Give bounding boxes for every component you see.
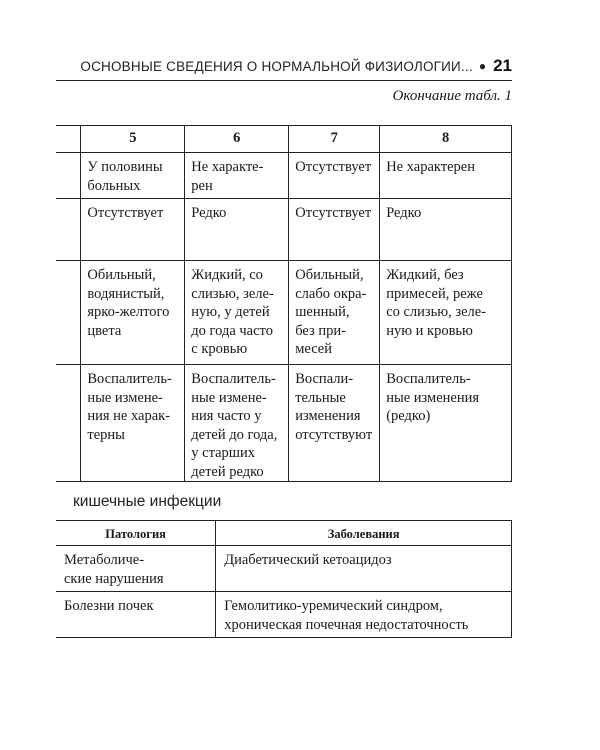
cell-line: месей (295, 341, 332, 357)
table-cell (56, 592, 216, 638)
cell-line: Гемолитико-уремический синдром, (224, 598, 443, 614)
cell-line: больных (87, 177, 141, 194)
cell-line: рен (191, 177, 213, 194)
cell-line: тельные (295, 389, 346, 406)
cell-line: детей до года, (191, 426, 278, 443)
cell-line: ния не харак- (87, 408, 171, 424)
cell-line: ные изменения (386, 389, 480, 406)
table-cell (380, 153, 512, 199)
row-stub (56, 153, 81, 199)
cell-line: ские нарушения (64, 570, 164, 587)
cell-line: со слизью, зеле- (386, 304, 487, 320)
cell-line: Редко (386, 205, 422, 221)
table-cell (380, 365, 512, 482)
running-header (56, 52, 512, 81)
column-header-diseases: Заболевания (216, 521, 512, 546)
cell-line: Диабетический кетоацидоз (224, 552, 392, 568)
cell-line: до года часто (191, 322, 273, 339)
cell-line: ные измене- (191, 389, 267, 406)
table-cell (289, 365, 380, 482)
cell-line: отсутствуют (295, 426, 373, 443)
cell-line: Отсутствует (295, 205, 372, 221)
cell-line: у старших (191, 445, 255, 461)
cell-line: водянистый, (87, 285, 165, 302)
cell-line: слабо окра- (295, 285, 367, 302)
table-cell (81, 365, 185, 482)
cell-line: ные измене- (87, 389, 163, 406)
table-cell (81, 153, 185, 199)
table-cell (289, 199, 380, 261)
cell-line: Воспали- (295, 371, 354, 387)
cell-line: Редко (191, 205, 227, 221)
column-header-pathology: Патология (56, 521, 216, 546)
bullet-icon: ● (478, 58, 487, 73)
column-header: 8 (380, 126, 512, 153)
table-cell (216, 546, 512, 592)
table-cell (380, 261, 512, 365)
cell-line: Воспалитель- (87, 371, 172, 387)
running-header-title: ОСНОВНЫЕ СВЕДЕНИЯ О НОРМАЛЬНОЙ ФИЗИОЛОГИИ... (80, 58, 473, 74)
cell-line: детей редко (191, 463, 264, 480)
table-cell (380, 199, 512, 261)
cell-line: ную и кровью (386, 322, 473, 339)
table-cell (81, 261, 185, 365)
cell-line: Отсутствует (87, 205, 164, 221)
cell-line: Жидкий, со (191, 267, 263, 283)
cell-line: без при- (295, 322, 346, 339)
row-stub (56, 126, 81, 153)
column-header: 7 (289, 126, 380, 153)
cell-line: слизью, зеле- (191, 285, 274, 302)
continuation-table (56, 125, 512, 482)
table-row (56, 261, 512, 365)
cell-line: с кровью (191, 341, 248, 357)
table-row (56, 592, 512, 638)
page-number: 21 (493, 56, 512, 75)
table-caption: Окончание табл. 1 (392, 88, 512, 104)
table-cell (81, 199, 185, 261)
cell-line: шенный, (295, 304, 350, 320)
cell-line: Воспалитель- (191, 371, 276, 387)
column-header: 5 (81, 126, 185, 153)
cell-line: хроническая почечная недостаточность (224, 616, 469, 633)
row-stub (56, 365, 81, 482)
table-row (56, 153, 512, 199)
cell-line: ную, у детей (191, 304, 270, 320)
table-cell (289, 153, 380, 199)
cell-line: ярко-желтого (87, 304, 170, 320)
cell-line: (редко) (386, 408, 431, 424)
table-cell (56, 546, 216, 592)
cell-line: Не характе- (191, 159, 264, 175)
cell-line: ния часто у (191, 408, 262, 424)
column-header: 6 (185, 126, 289, 153)
table-cell (185, 153, 289, 199)
table-cell (185, 261, 289, 365)
cell-line: терны (87, 426, 125, 443)
row-stub (56, 199, 81, 261)
section-label: кишечные инфекции (73, 493, 222, 510)
cell-line: Отсутствует (295, 159, 372, 175)
table-cell (185, 199, 289, 261)
table-cell (185, 365, 289, 482)
table-row (56, 365, 512, 482)
cell-line: Не характерен (386, 159, 475, 175)
cell-line: У половины (87, 159, 163, 175)
cell-line: Воспалитель- (386, 371, 471, 387)
row-stub (56, 261, 81, 365)
cell-line: Обильный, (295, 267, 364, 283)
cell-line: изменения (295, 408, 361, 424)
cell-line: цвета (87, 322, 122, 339)
table-row (56, 546, 512, 592)
table-cell (216, 592, 512, 638)
cell-line: Болезни почек (64, 598, 154, 614)
cell-line: Обильный, (87, 267, 156, 283)
table-cell (289, 261, 380, 365)
cell-line: примесей, реже (386, 285, 483, 302)
cell-line: Жидкий, без (386, 267, 464, 283)
cell-line: Метаболиче- (64, 552, 145, 568)
pathology-table (56, 520, 512, 638)
table-row (56, 199, 512, 261)
